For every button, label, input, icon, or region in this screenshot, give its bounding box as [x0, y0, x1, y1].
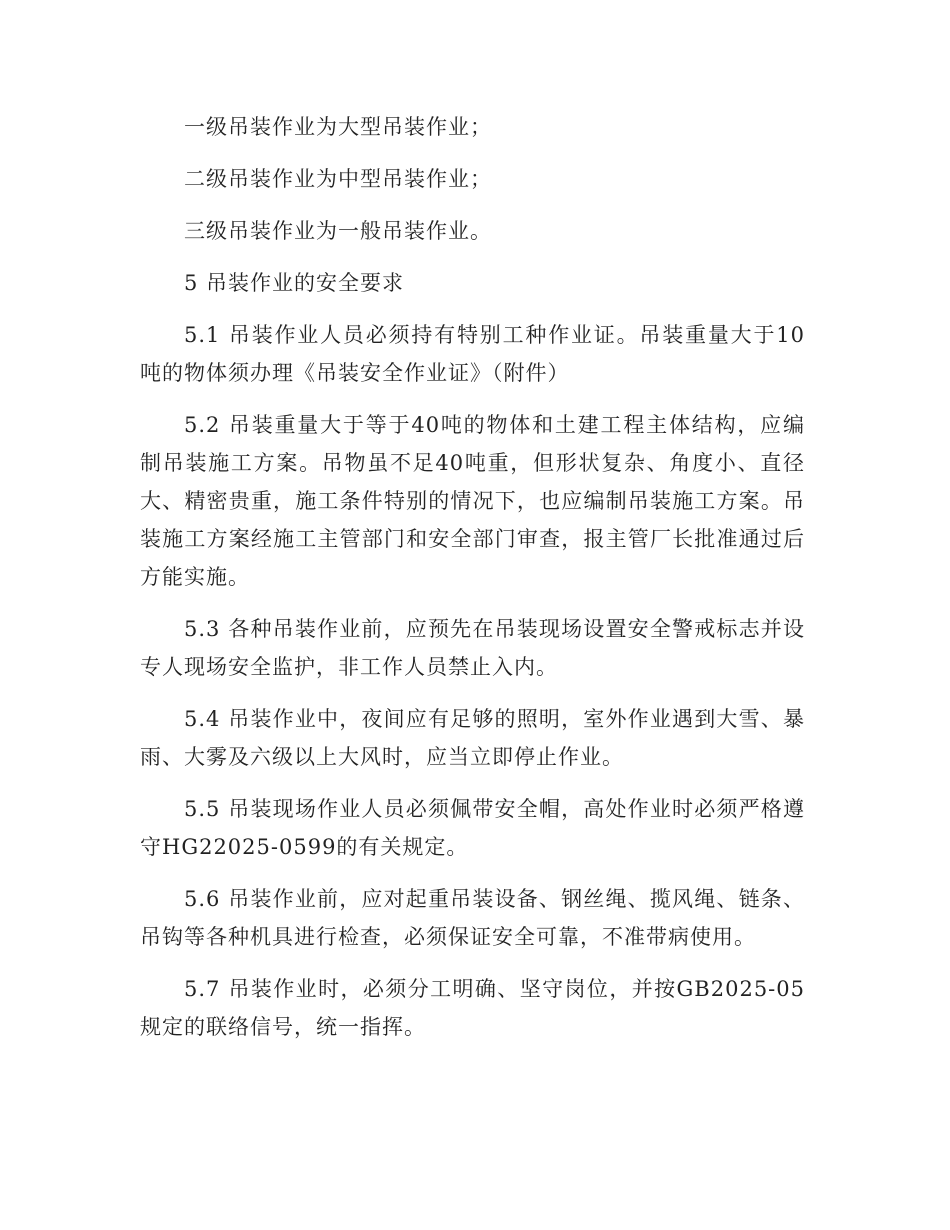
paragraph-5-4: 5.4 吊装作业中，夜间应有足够的照明，室外作业遇到大雪、暴雨、大雾及六级以上大风时，应当立即停止作业。: [140, 707, 805, 769]
paragraph-5-7: 5.7 吊装作业时，必须分工明确、坚守岗位，并按GB2025-05规定的联络信号，统一指挥。: [140, 977, 805, 1039]
section-heading-5: 5 吊装作业的安全要求: [184, 271, 405, 295]
paragraph-level-1: 一级吊装作业为大型吊装作业；: [184, 115, 492, 139]
paragraph-level-3: 三级吊装作业为一般吊装作业。: [184, 219, 492, 243]
paragraph-5-6: 5.6 吊装作业前，应对起重吊装设备、钢丝绳、揽风绳、链条、吊钩等各种机具进行检查，必须保证安全可靠，不准带病使用。: [140, 887, 805, 949]
paragraph-level-2: 二级吊装作业为中型吊装作业；: [184, 167, 492, 191]
paragraph-5-1: 5.1 吊装作业人员必须持有特别工种作业证。吊装重量大于10吨的物体须办理《吊装安全作业证》（附件）: [140, 323, 805, 385]
paragraph-5-5: 5.5 吊装现场作业人员必须佩带安全帽，高处作业时必须严格遵守HG22025-0599的有关规定。: [140, 797, 805, 859]
paragraph-5-2: 5.2 吊装重量大于等于40吨的物体和土建工程主体结构，应编制吊装施工方案。吊物虽不足40吨重，但形状复杂、角度小、直径大、精密贵重，施工条件特别的情况下，也应编制吊装施工方案。吊装施工方案经施工主管部门和安全部门审查，报主管厂长批准通过后方能实施。: [140, 413, 805, 589]
paragraph-5-3: 5.3 各种吊装作业前，应预先在吊装现场设置安全警戒标志并设专人现场安全监护，非工作人员禁止入内。: [140, 617, 805, 679]
document-body: [140, 108, 805, 1060]
